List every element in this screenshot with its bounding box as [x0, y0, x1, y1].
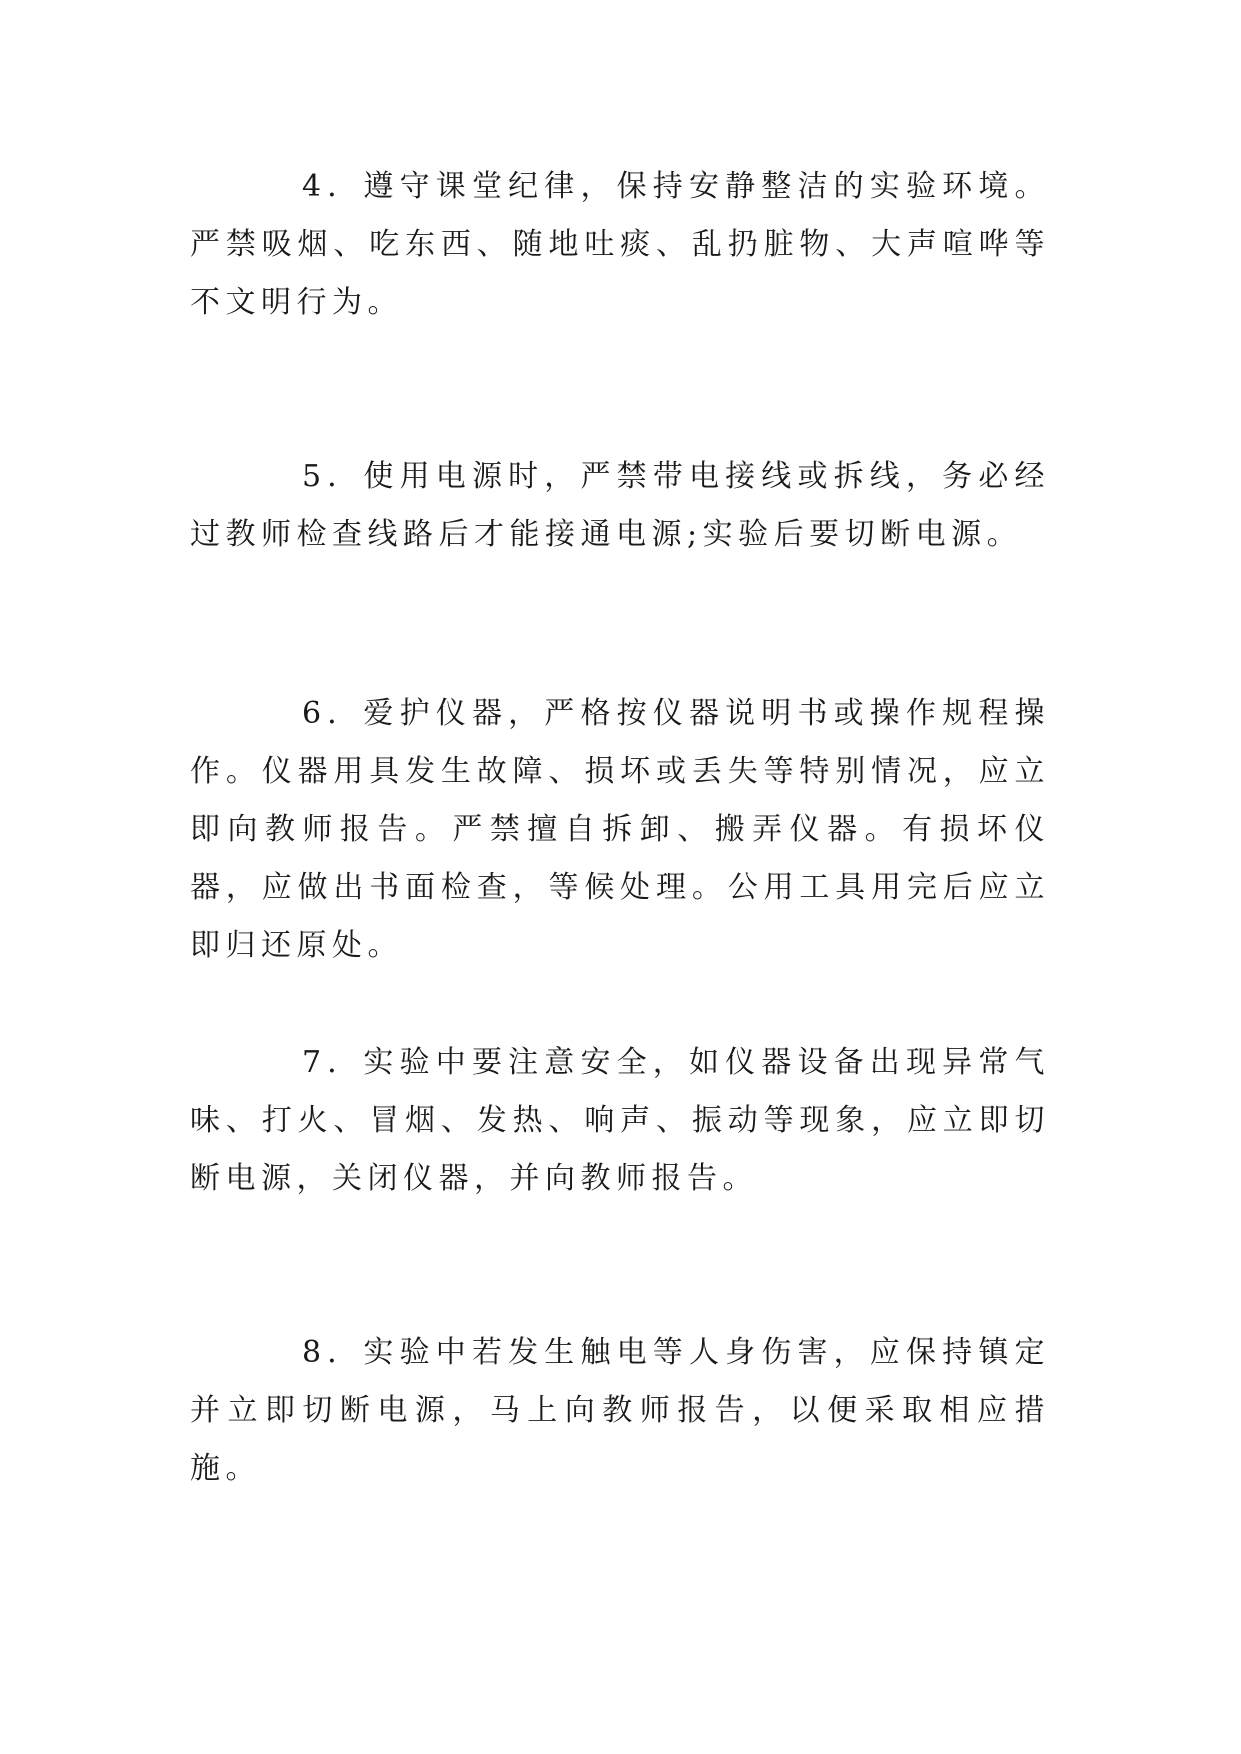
rule-paragraph-8: 8．实验中若发生触电等人身伤害，应保持镇定并立即切断电源，马上向教师报告，以便采取相应措施。 [190, 1335, 1050, 1486]
rule-paragraph-4: 4．遵守课堂纪律，保持安静整洁的实验环境。严禁吸烟、吃东西、随地吐痰、乱扔脏物、大声喧哗等不文明行为。 [190, 169, 1050, 320]
rule-paragraph-5: 5．使用电源时，严禁带电接线或拆线，务必经过教师检查线路后才能接通电源;实验后要切断电源。 [190, 459, 1050, 552]
rule-paragraph-6: 6．爱护仪器，严格按仪器说明书或操作规程操作。仪器用具发生故障、损坏或丢失等特别情况，应立即向教师报告。严禁擅自拆卸、搬弄仪器。有损坏仪器，应做出书面检查，等候处理。公用工具用完后应立即归还原处。 [190, 696, 1050, 963]
rule-paragraph-7: 7．实验中要注意安全，如仪器设备出现异常气味、打火、冒烟、发热、响声、振动等现象，应立即切断电源，关闭仪器，并向教师报告。 [190, 1045, 1050, 1196]
